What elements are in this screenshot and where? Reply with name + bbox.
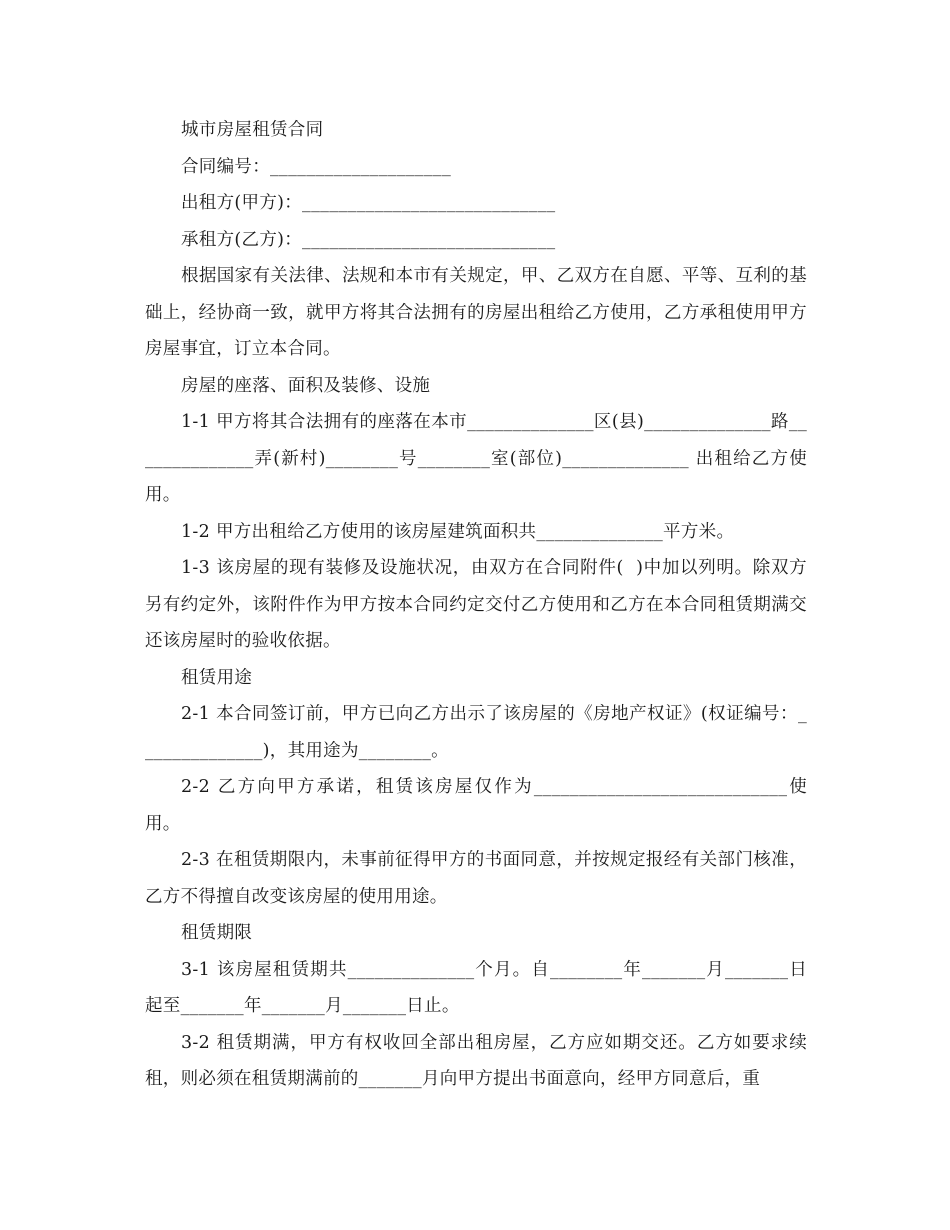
clause-1-1: 1-1 甲方将其合法拥有的座落在本市______________区(县)______________路______________弄(新村)________号________室(部位)______________ 出租给乙方使用。 [145,412,807,505]
clause-3-1: 3-1 该房屋租赁期共______________个月。自________年_______月_______日起至_______年_______月_______日止。 [145,959,807,1016]
clause-1-2: 1-2 甲方出租给乙方使用的该房屋建筑面积共______________平方米。 [181,521,735,542]
clause-1-3: 1-3 该房屋的现有装修及设施状况，由双方在合同附件( )中加以列明。除双方另有约定外，该附件作为甲方按本合同约定交付乙方使用和乙方在本合同租赁期满交还该房屋时的验收依据。 [145,558,807,651]
contract-title: 城市房屋租赁合同 [181,120,324,140]
section-heading-usage: 租赁用途 [181,667,253,688]
preamble-paragraph: 根据国家有关法律、法规和本市有关规定，甲、乙双方在自愿、平等、互利的基础上，经协商一致，就甲方将其合法拥有的房屋出租给乙方使用，乙方承租使用甲方房屋事宜，订立本合同。 [145,266,807,359]
lessor-line: 出租方(甲方)：____________________________ [181,193,556,213]
lessee-line: 承租方(乙方)：____________________________ [181,229,556,250]
section-heading-term: 租赁期限 [181,923,253,943]
clause-3-2: 3-2 租赁期满，甲方有权收回全部出租房屋，乙方应如期交还。乙方如要求续租，则必须在租赁期满前的_______月向甲方提出书面意向，经甲方同意后，重 [145,1032,807,1089]
contract-number-line: 合同编号：____________________ [181,156,451,177]
section-heading-premises: 房屋的座落、面积及装修、设施 [181,375,431,396]
clause-2-1: 2-1 本合同签订前，甲方已向乙方出示了该房屋的《房地产权证》(权证编号：______________)，其用途为________。 [145,704,807,761]
clause-2-2: 2-2 乙方向甲方承诺，租赁该房屋仅作为____________________________使用。 [145,777,807,834]
contract-page [145,112,807,1098]
clause-2-3: 2-3 在租赁期限内，未事前征得甲方的书面同意，并按规定报经有关部门核准，乙方不得擅自改变该房屋的使用用途。 [145,850,807,907]
